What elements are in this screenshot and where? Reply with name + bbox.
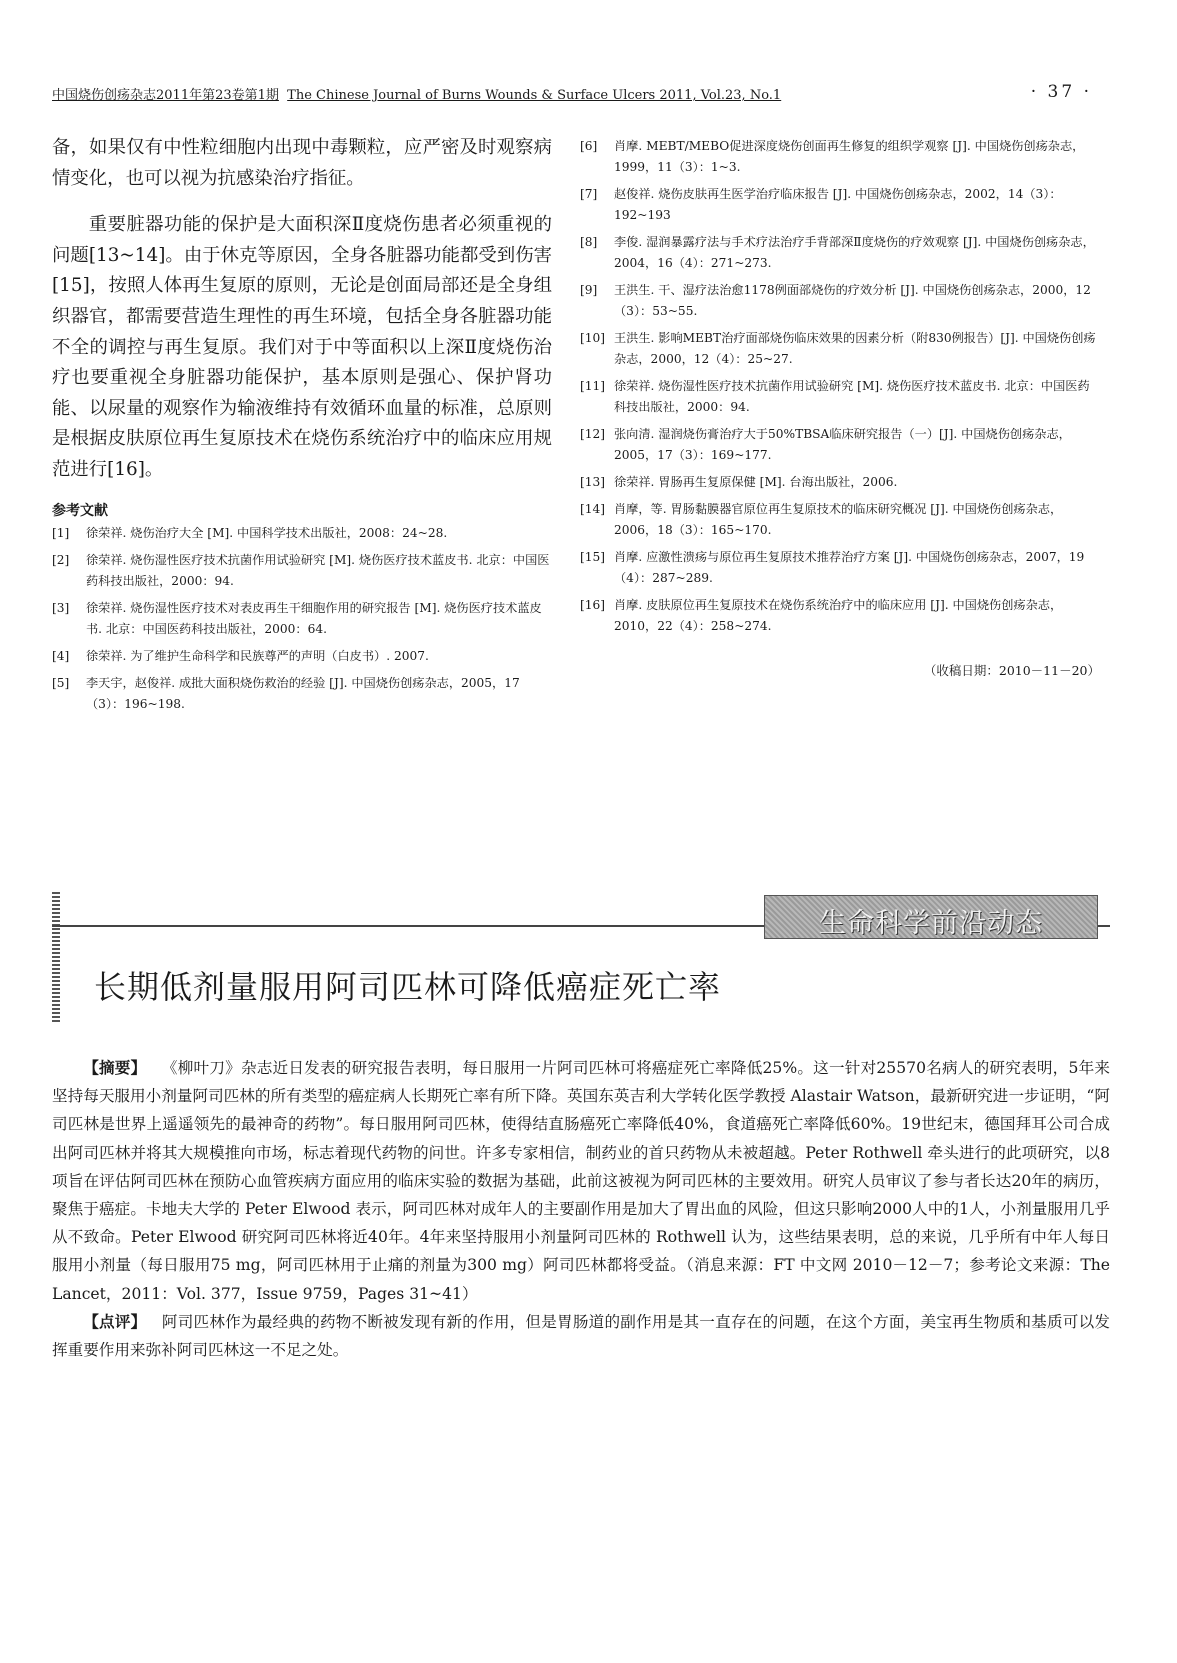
comment-text: 阿司匹林作为最经典的药物不断被发现有新的作用，但是胃肠道的副作用是其一直存在的问题，在这个方面，美宝再生物质和基质可以发挥重要作用来弥补阿司匹林这一不足之处。: [52, 1312, 1110, 1360]
reference-item: [4] 徐荣祥. 为了维护生命科学和民族尊严的声明（白皮书）. 2007.: [52, 648, 429, 663]
reference-item: [12] 张向清. 湿润烧伤膏治疗大于50%TBSA临床研究报告（一）[J]. 中国烧伤创疡杂志，2005，17（3）：169~177.: [580, 427, 1071, 462]
reference-item: [16] 肖摩. 皮肤原位再生复原技术在烧伤系统治疗中的临床应用 [J]. 中国烧伤创疡杂志，2010，22（4）：258~274.: [580, 598, 1063, 633]
references-heading: 参考文献: [52, 502, 108, 519]
reference-item: [9] 王洪生. 干、湿疗法治愈1178例面部烧伤的疗效分析 [J]. 中国烧伤创疡杂志，2000，12（3）：53~55.: [580, 283, 1091, 318]
body-paragraph-2: 重要脏器功能的保护是大面积深Ⅱ度烧伤患者必须重视的问题[13~14]。由于休克等原因，全身各脏器功能都受到伤害[15]，按照人体再生复原的原则，无论是创面局部还是全身组织器官，都需要营造生理性的再生环境，包括全身各脏器功能不全的调控与再生复原。我们对于中等面积以上深Ⅱ度烧伤治疗也要重视全身脏器功能保护，基本原则是强心、保护肾功能、以尿量的观察作为输液维持有效循环血量的标准，总原则是根据皮肤原位再生复原技术在烧伤系统治疗中的临床应用规范进行[16]。: [52, 214, 552, 480]
abstract-block: [52, 1054, 1110, 1364]
abstract-paragraph: [52, 1054, 1110, 1308]
reference-item: [5] 李天宇，赵俊祥. 成批大面积烧伤救治的经验 [J]. 中国烧伤创疡杂志，2005，17（3）：196~198.: [52, 675, 520, 711]
left-column: [52, 133, 552, 721]
reference-item: [11] 徐荣祥. 烧伤湿性医疗技术抗菌作用试验研究 [M]. 烧伤医疗技术蓝皮书. 北京：中国医药科技出版社，2000：94.: [580, 379, 1090, 414]
journal-citation: [52, 84, 781, 103]
section-tag: [764, 895, 1098, 939]
right-column: [580, 133, 1100, 679]
journal-name-en: The Chinese Journal of Burns Wounds & Surface Ulcers 2011, Vol.23, No.1: [287, 88, 782, 103]
reference-item: [15] 肖摩. 应激性溃疡与原位再生复原技术推荐治疗方案 [J]. 中国烧伤创疡杂志，2007，19（4）：287~289.: [580, 550, 1085, 585]
reference-item: [13] 徐荣祥. 胃肠再生复原保健 [M]. 台海出版社，2006.: [580, 475, 898, 489]
page-number: · 37 ·: [1030, 82, 1092, 102]
body-paragraph-1: 备，如果仅有中性粒细胞内出现中毒颗粒，应严密及时观察病情变化，也可以视为抗感染治疗指征。: [52, 137, 552, 189]
reference-item: [3] 徐荣祥. 烧伤湿性医疗技术对表皮再生干细胞作用的研究报告 [M]. 烧伤医疗技术蓝皮书. 北京：中国医药科技出版社，2000：64.: [52, 600, 542, 636]
section-tag-label: 生命科学前沿动态: [819, 908, 1043, 939]
running-header: [52, 84, 1092, 108]
decorative-side-band: [52, 892, 60, 1022]
abstract-text: 《柳叶刀》杂志近日发表的研究报告表明，每日服用一片阿司匹林可将癌症死亡率降低25%。这一针对25570名病人的研究表明，5年来坚持每天服用小剂量阿司匹林的所有类型的癌症病人长期死亡率有所下降。英国东英吉利大学转化医学教授 Alastair Watson，最新研究进一步证明，“阿司匹林是世界上遥遥领先的最神奇的药物”。每日服用阿司匹林，使得结直肠癌死亡率降低40%，食道癌死亡率降低60%。19世纪末，德国拜耳公司合成出阿司匹林并将其大规模推向市场，标志着现代药物的问世。许多专家相信，制药业的首只药物从未被超越。Peter Rothwell 牵头进行的此项研究，以8项旨在评估阿司匹林在预防心血管疾病方面应用的临床实验的数据为基础，此前这被视为阿司匹林的主要效用。研究人员审议了参与者长达20年的病历，聚焦于癌症。卡地夫大学的 Peter Elwood 表示，阿司匹林对成年人的主要副作用是加大了胃出血的风险，但这只影响2000人中的1人，小剂量服用几乎从不致命。Peter Elwood 研究阿司匹林将近40年。4年来坚持服用小剂量阿司匹林的 Rothwell 认为，这些结果表明，总的来说，几乎所有中年人每日服用小剂量（每日服用75 mg，阿司匹林用于止痛的剂量为300 mg）阿司匹林都将受益。（消息来源：FT 中文网 2010－12－7；参考论文来源：The Lancet，2011：Vol. 377，Issue 9759，Pages 31~41）: [52, 1059, 1110, 1303]
comment-label: 【点评】: [83, 1312, 147, 1331]
reference-item: [2] 徐荣祥. 烧伤湿性医疗技术抗菌作用试验研究 [M]. 烧伤医疗技术蓝皮书. 北京：中国医药科技出版社，2000：94.: [52, 552, 550, 588]
reference-item: [8] 李俊. 湿润暴露疗法与手术疗法治疗手背部深Ⅱ度烧伤的疗效观察 [J]. 中国烧伤创疡杂志，2004，16（4）：271~273.: [580, 235, 1095, 270]
reference-list-left: [52, 523, 552, 715]
reference-item: [1] 徐荣祥. 烧伤治疗大全 [M]. 中国科学技术出版社，2008：24~28.: [52, 525, 448, 540]
article-title: 长期低剂量服用阿司匹林可降低癌症死亡率: [94, 968, 722, 1006]
received-date: （收稿日期：2010－11－20）: [923, 663, 1100, 678]
reference-list-right: [580, 136, 1100, 637]
comment-paragraph: [52, 1308, 1110, 1364]
reference-item: [10] 王洪生. 影响MEBT治疗面部烧伤临床效果的因素分析（附830例报告）[J]. 中国烧伤创疡杂志，2000，12（4）：25~27.: [580, 331, 1096, 366]
reference-item: [6] 肖摩. MEBT/MEBO促进深度烧伤创面再生修复的组织学观察 [J]. 中国烧伤创疡杂志，1999，11（3）：1~3.: [580, 139, 1085, 174]
reference-item: [14] 肖摩，等. 胃肠黏膜器官原位再生复原技术的临床研究概况 [J]. 中国烧伤创疡杂志，2006，18（3）：165~170.: [580, 502, 1063, 537]
journal-name-cn: 中国烧伤创疡杂志2011年第23卷第1期: [52, 88, 279, 103]
reference-item: [7] 赵俊祥. 烧伤皮肤再生医学治疗临床报告 [J]. 中国烧伤创疡杂志，2002，14（3）：192~193: [580, 187, 1062, 222]
abstract-label: 【摘要】: [83, 1059, 147, 1077]
